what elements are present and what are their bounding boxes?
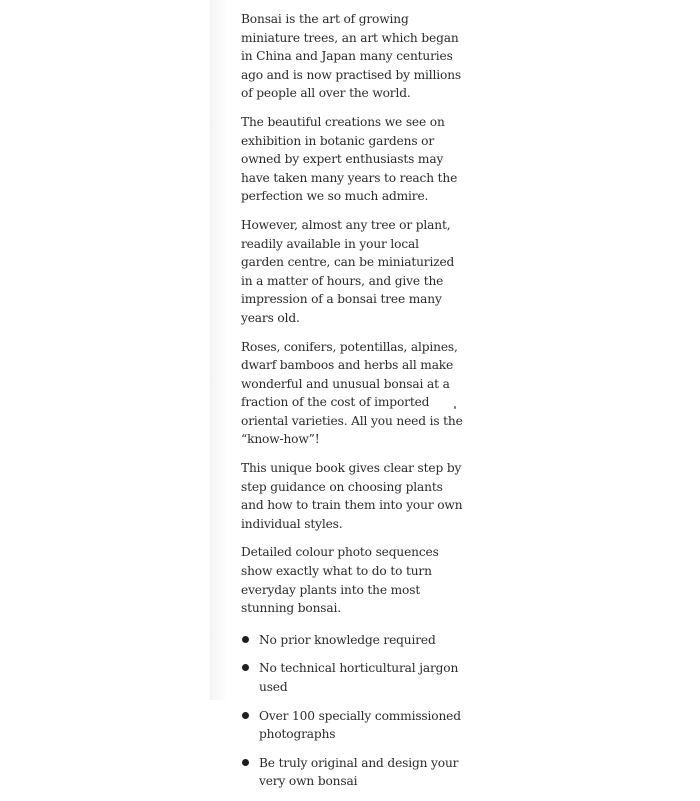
list-item — [241, 631, 463, 650]
exhibition-paragraph: The beautiful creations we see on exhibition in botanic gardens or owned by expert enthusiasts may have taken many years to reach the perfection we so much admire. — [241, 114, 458, 204]
bullet-icon — [242, 664, 249, 671]
bullet-text: No prior knowledge required — [259, 632, 436, 647]
photo-sequences-paragraph: Detailed colour photo sequences show exactly what to do to turn everyday plants into the most stunning bonsai. — [241, 545, 439, 616]
bullet-icon — [242, 759, 249, 766]
bullet-text: Be truly original and design your very own bonsai — [259, 755, 459, 789]
print-speck — [454, 406, 456, 409]
bullet-text: No technical horticultural jargon used — [259, 661, 459, 694]
bullet-text: Over 100 specially commissioned photographs — [259, 708, 461, 742]
guidance-paragraph: This unique book gives clear step by step guidance on choosing plants and how to train them into your own individual styles. — [241, 461, 463, 531]
page-edge-shadow — [210, 0, 228, 700]
bullet-icon — [242, 636, 249, 643]
list-item — [241, 659, 463, 696]
list-item — [241, 754, 463, 791]
plant-varieties-paragraph: Roses, conifers, potentillas, alpines, dwarf bamboos and herbs all make wonderful and unusual bonsai at a fraction of the cost of imported oriental varieties. All you need is the “know-how”! — [241, 339, 463, 447]
intro-paragraph: Bonsai is the art of growing miniature trees, an art which began in China and Japan many centuries ago and is now practised by millions of people all over the world. — [241, 12, 461, 101]
blurb-text-column — [241, 10, 463, 801]
feature-bullet-list — [241, 631, 463, 791]
bullet-icon — [242, 712, 249, 719]
miniaturize-paragraph: However, almost any tree or plant, readily available in your local garden centre, can be miniaturized in a matter of hours, and give the impression of a bonsai tree many years old. — [241, 217, 455, 325]
list-item — [241, 707, 463, 744]
